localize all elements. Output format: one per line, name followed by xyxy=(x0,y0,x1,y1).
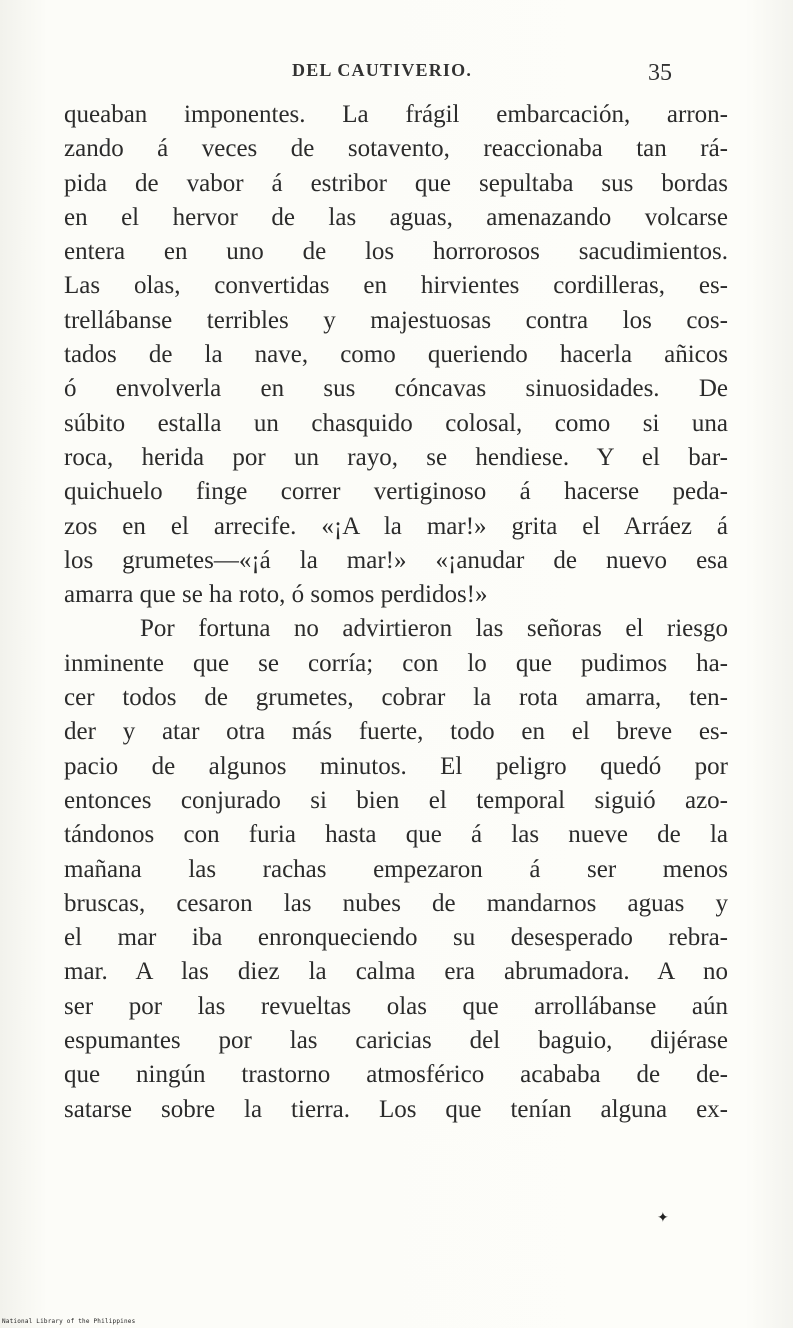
text-line: satarse sobre la tierra. Los que tenían alguna ex- xyxy=(64,1095,728,1123)
library-watermark: National Library of the Philippines xyxy=(2,1318,136,1325)
text-line: pida de vabor á estribor que sepultaba sus bordas xyxy=(64,169,728,197)
body-text xyxy=(64,98,728,1127)
text-line: en el hervor de las aguas, amenazando volcarse xyxy=(64,203,728,231)
paragraph-end-line: amarra que se ha roto, ó somos perdidos!» xyxy=(64,581,488,609)
text-line: der y atar otra más fuerte, todo en el breve es- xyxy=(64,718,728,746)
signature-mark-icon: ✦ xyxy=(657,1211,669,1226)
text-line: espumantes por las caricias del baguio, dijérase xyxy=(64,1027,728,1055)
text-line: Las olas, convertidas en hirvientes cordilleras, es- xyxy=(64,272,728,300)
text-line: mañana las rachas empezaron á ser menos xyxy=(64,855,728,883)
text-line: zando á veces de sotavento, reaccionaba tan rá- xyxy=(64,135,728,163)
text-line: el mar iba enronqueciendo su desesperado rebra- xyxy=(64,924,728,952)
text-line: roca, herida por un rayo, se hendiese. Y el bar- xyxy=(64,443,728,471)
text-line: ser por las revueltas olas que arrollábanse aún xyxy=(64,992,728,1020)
running-header xyxy=(0,58,793,88)
text-line: que ningún trastorno atmosférico acababa de de- xyxy=(64,1061,728,1089)
text-line: quichuelo finge correr vertiginoso á hacerse peda- xyxy=(64,478,728,506)
text-line: los grumetes—«¡á la mar!» «¡anudar de nuevo esa xyxy=(64,546,728,574)
text-line: entonces conjurado si bien el temporal siguió azo- xyxy=(64,786,728,814)
text-line: mar. A las diez la calma era abrumadora. A no xyxy=(64,958,728,986)
paragraph-start-line: Por fortuna no advirtieron las señoras el riesgo xyxy=(140,615,728,643)
text-line: entera en uno de los horrorosos sacudimientos. xyxy=(64,238,728,266)
text-line: zos en el arrecife. «¡A la mar!» grita el Arráez á xyxy=(64,512,728,540)
text-line: trellábanse terribles y majestuosas contra los cos- xyxy=(64,306,728,334)
running-header-title: DEL CAUTIVERIO. xyxy=(292,60,473,80)
text-line: queaban imponentes. La frágil embarcación, arron- xyxy=(64,101,728,128)
text-line: cer todos de grumetes, cobrar la rota amarra, ten- xyxy=(64,684,728,712)
text-line: tados de la nave, como queriendo hacerla añicos xyxy=(64,341,728,369)
page-number: 35 xyxy=(648,60,672,86)
text-line: tándonos con furia hasta que á las nueve de la xyxy=(64,821,728,849)
text-line: pacio de algunos minutos. El peligro quedó por xyxy=(64,752,728,780)
text-line: ó envolverla en sus cóncavas sinuosidades. De xyxy=(64,375,728,403)
text-line: súbito estalla un chasquido colosal, como si una xyxy=(64,409,728,437)
text-line: bruscas, cesaron las nubes de mandarnos aguas y xyxy=(64,889,728,917)
text-line: inminente que se corría; con lo que pudimos ha- xyxy=(64,649,728,677)
